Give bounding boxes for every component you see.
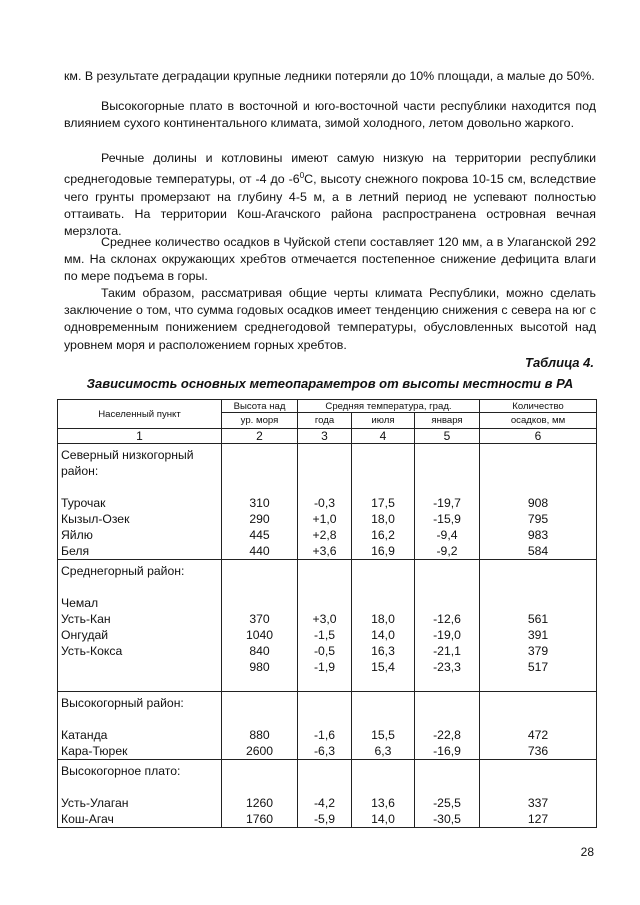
cell-line <box>480 479 596 495</box>
cell-line <box>415 675 479 691</box>
header-settlement: Населенный пункт <box>58 400 222 429</box>
cell-line: Яйлю <box>61 528 93 542</box>
cell-line <box>480 595 596 611</box>
cell-line <box>352 711 414 727</box>
cell-line: Усть-Улаган <box>61 796 129 810</box>
year-temp-cell <box>298 560 352 692</box>
col-number: 5 <box>415 429 480 444</box>
cell-line <box>480 463 596 479</box>
cell-line: -0,3 <box>313 496 335 510</box>
height-cell <box>222 444 298 560</box>
cell-line <box>61 579 221 595</box>
cell-line: Чемал <box>61 596 99 610</box>
cell-line <box>415 563 479 579</box>
cell-line: -19,0 <box>433 628 461 642</box>
cell-line: 370 <box>249 612 270 626</box>
cell-line: 13,6 <box>371 796 395 810</box>
cell-line <box>352 463 414 479</box>
cell-line: 18,0 <box>371 612 395 626</box>
cell-line <box>415 595 479 611</box>
cell-line: 391 <box>527 628 549 642</box>
cell-line <box>222 479 297 495</box>
precip-cell <box>480 560 597 692</box>
cell-line: -9,4 <box>436 528 458 542</box>
cell-line: Усть-Кан <box>61 612 111 626</box>
cell-line <box>415 695 479 711</box>
cell-line <box>222 779 297 795</box>
page-number: 28 <box>580 845 594 859</box>
cell-line: Турочак <box>61 496 106 510</box>
cell-line: 2600 <box>245 744 274 758</box>
cell-line <box>222 447 297 463</box>
col-number: 4 <box>352 429 415 444</box>
cell-line: 795 <box>527 512 549 526</box>
table-row <box>58 560 597 692</box>
cell-line: 379 <box>527 644 549 658</box>
cell-line <box>415 763 479 779</box>
january-temp-cell <box>415 692 480 760</box>
cell-line: 584 <box>527 544 549 558</box>
degree-superscript: 0 <box>299 171 305 181</box>
cell-line <box>298 763 351 779</box>
cell-line: 980 <box>249 660 270 674</box>
col-number: 6 <box>480 429 597 444</box>
cell-line <box>480 579 596 595</box>
cell-line: Кара-Тюрек <box>61 744 128 758</box>
cell-line: 1760 <box>245 812 274 826</box>
cell-line <box>222 563 297 579</box>
height-cell <box>222 560 298 692</box>
cell-line: Усть-Кокса <box>61 644 123 658</box>
cell-line <box>222 595 297 611</box>
header-year: года <box>298 413 352 429</box>
cell-line: -15,9 <box>433 512 461 526</box>
col-number: 1 <box>58 429 222 444</box>
cell-line: 17,5 <box>371 496 395 510</box>
cell-line: -12,6 <box>433 612 461 626</box>
cell-line <box>415 447 479 463</box>
settlement-cell <box>58 444 222 560</box>
cell-line <box>61 779 221 795</box>
january-temp-cell <box>415 760 480 828</box>
paragraph-river-valleys-part1: Речные долины и котловины имеют самую низкую на территории республики среднегодовые температуры, от -4 до -6 <box>64 151 596 187</box>
cell-line: Катанда <box>61 728 108 742</box>
cell-line <box>298 447 351 463</box>
paragraph-conclusion: Таким образом, рассматривая общие черты климата Республики, можно сделать заключение о том, что сумма годовых осадков имеет тенденцию снижения с севера на юг с одновременным понижением среднегодовой температуры, обусловленных высотой над уровнем моря и расположением горных хребтов. <box>64 286 596 352</box>
cell-line <box>298 463 351 479</box>
cell-line <box>480 779 596 795</box>
height-cell <box>222 760 298 828</box>
table-number: Таблица 4. <box>525 355 594 370</box>
cell-line: Онгудай <box>61 628 109 642</box>
cell-line: 15,4 <box>371 660 395 674</box>
cell-line: 310 <box>249 496 270 510</box>
cell-line: 983 <box>527 528 549 542</box>
cell-line <box>298 711 351 727</box>
cell-line: -9,2 <box>436 544 458 558</box>
cell-line <box>415 463 479 479</box>
precip-cell <box>480 692 597 760</box>
cell-line <box>222 579 297 595</box>
cell-line <box>222 695 297 711</box>
paragraph-river-valleys <box>64 150 596 240</box>
cell-line <box>352 595 414 611</box>
cell-line: -22,8 <box>433 728 461 742</box>
cell-line: 908 <box>527 496 549 510</box>
cell-line <box>61 675 221 691</box>
cell-line <box>61 659 221 675</box>
year-temp-cell <box>298 760 352 828</box>
cell-line <box>480 675 596 691</box>
july-temp-cell <box>352 444 415 560</box>
cell-line: -19,7 <box>433 496 461 510</box>
july-temp-cell <box>352 692 415 760</box>
cell-line <box>415 579 479 595</box>
cell-line: 472 <box>527 728 549 742</box>
july-temp-cell <box>352 760 415 828</box>
cell-line: 15,5 <box>371 728 395 742</box>
cell-line: Северный низкогорный <box>61 448 194 462</box>
cell-line: 561 <box>527 612 549 626</box>
header-height-line2: ур. моря <box>222 413 298 429</box>
cell-line: Высокогорный район: <box>61 696 184 710</box>
cell-line: Кызыл-Озек <box>61 512 130 526</box>
cell-line <box>61 711 221 727</box>
cell-line: Высокогорное плато: <box>61 764 181 778</box>
cell-line <box>298 695 351 711</box>
cell-line: 16,2 <box>371 528 395 542</box>
cell-line: -25,5 <box>433 796 461 810</box>
cell-line <box>352 579 414 595</box>
paragraph-glaciers: км. В результате деградации крупные ледники потеряли до 10% площади, а малые до 50%. <box>64 69 595 83</box>
cell-line <box>352 779 414 795</box>
january-temp-cell <box>415 560 480 692</box>
cell-line <box>415 711 479 727</box>
cell-line: -30,5 <box>433 812 461 826</box>
cell-line <box>415 479 479 495</box>
january-temp-cell <box>415 444 480 560</box>
settlement-cell <box>58 692 222 760</box>
cell-line: 16,9 <box>371 544 395 558</box>
cell-line: Беля <box>61 544 90 558</box>
col-number: 2 <box>222 429 298 444</box>
cell-line <box>480 563 596 579</box>
height-cell <box>222 692 298 760</box>
cell-line <box>222 675 297 691</box>
cell-line: -1,6 <box>313 728 335 742</box>
header-july: июля <box>352 413 415 429</box>
cell-line <box>298 779 351 795</box>
cell-line: 1260 <box>245 796 274 810</box>
cell-line: 880 <box>249 728 270 742</box>
july-temp-cell <box>352 560 415 692</box>
table-body <box>58 444 597 828</box>
cell-line: 290 <box>249 512 270 526</box>
climate-table <box>57 399 597 828</box>
cell-line: 337 <box>527 796 549 810</box>
cell-line: -4,2 <box>313 796 335 810</box>
paragraph-precipitation: Среднее количество осадков в Чуйской степи составляет 120 мм, а в Улаганской 292 мм. На склонах окружающих хребтов отмечается постепенное снижение дефицита влаги по мере подъема в горы. <box>64 235 596 284</box>
table-row <box>58 444 597 560</box>
cell-line: 14,0 <box>371 628 395 642</box>
cell-line: -0,5 <box>313 644 335 658</box>
table-title: Зависимость основных метеопараметров от высоты местности в РА <box>86 376 574 391</box>
paragraph-river-valleys-part2: C, высоту снежного покрова 10-15 см, вследствие чего грунты промерзают на глубину 4-5 м, а в летний период не успевают полностью оттаивать. На территории Кош-Агачского района распространена островная вечная мерзлота. <box>64 172 596 238</box>
cell-line: район: <box>61 464 99 478</box>
cell-line: 16,3 <box>371 644 395 658</box>
precip-cell <box>480 760 597 828</box>
cell-line: -1,9 <box>313 660 335 674</box>
cell-line <box>352 763 414 779</box>
header-precip-line1: Количество <box>480 400 597 413</box>
cell-line: -16,9 <box>433 744 461 758</box>
header-precip-line2: осадков, мм <box>480 413 597 429</box>
cell-line <box>480 695 596 711</box>
cell-line: -21,1 <box>433 644 461 658</box>
cell-line: 840 <box>249 644 270 658</box>
cell-line <box>222 711 297 727</box>
cell-line: 440 <box>249 544 270 558</box>
cell-line: Среднегорный район: <box>61 564 185 578</box>
cell-line <box>298 479 351 495</box>
cell-line <box>352 447 414 463</box>
cell-line: +2,8 <box>312 528 337 542</box>
cell-line <box>480 447 596 463</box>
column-numbers-row <box>58 429 597 444</box>
cell-line: -1,5 <box>313 628 335 642</box>
header-january: января <box>415 413 480 429</box>
cell-line <box>298 595 351 611</box>
cell-line: +1,0 <box>312 512 337 526</box>
cell-line: 14,0 <box>371 812 395 826</box>
settlement-cell <box>58 560 222 692</box>
cell-line: +3,0 <box>312 612 337 626</box>
cell-line: 127 <box>527 812 549 826</box>
cell-line <box>222 763 297 779</box>
cell-line <box>298 563 351 579</box>
cell-line <box>222 463 297 479</box>
precip-cell <box>480 444 597 560</box>
cell-line: Кош-Агач <box>61 812 114 826</box>
cell-line: 6,3 <box>374 744 392 758</box>
cell-line <box>298 579 351 595</box>
cell-line: 445 <box>249 528 270 542</box>
settlement-cell <box>58 760 222 828</box>
header-avg-temp: Средняя температура, град. <box>298 400 480 413</box>
cell-line <box>415 779 479 795</box>
year-temp-cell <box>298 692 352 760</box>
cell-line: -23,3 <box>433 660 461 674</box>
cell-line <box>352 479 414 495</box>
header-height-line1: Высота над <box>222 400 298 413</box>
cell-line <box>298 675 351 691</box>
cell-line: 1040 <box>245 628 274 642</box>
cell-line: 517 <box>527 660 549 674</box>
cell-line <box>352 695 414 711</box>
cell-line: -5,9 <box>313 812 335 826</box>
cell-line <box>352 563 414 579</box>
cell-line <box>61 479 221 495</box>
cell-line <box>352 675 414 691</box>
cell-line: -6,3 <box>313 744 335 758</box>
cell-line: +3,6 <box>312 544 337 558</box>
cell-line: 736 <box>527 744 549 758</box>
paragraph-plateau: Высокогорные плато в восточной и юго-восточной части республики находится под влиянием сухого континентального климата, зимой холодного, летом довольно жаркого. <box>64 99 596 131</box>
year-temp-cell <box>298 444 352 560</box>
col-number: 3 <box>298 429 352 444</box>
table-row <box>58 760 597 828</box>
table-row <box>58 692 597 760</box>
cell-line <box>480 711 596 727</box>
cell-line: 18,0 <box>371 512 395 526</box>
cell-line <box>480 763 596 779</box>
